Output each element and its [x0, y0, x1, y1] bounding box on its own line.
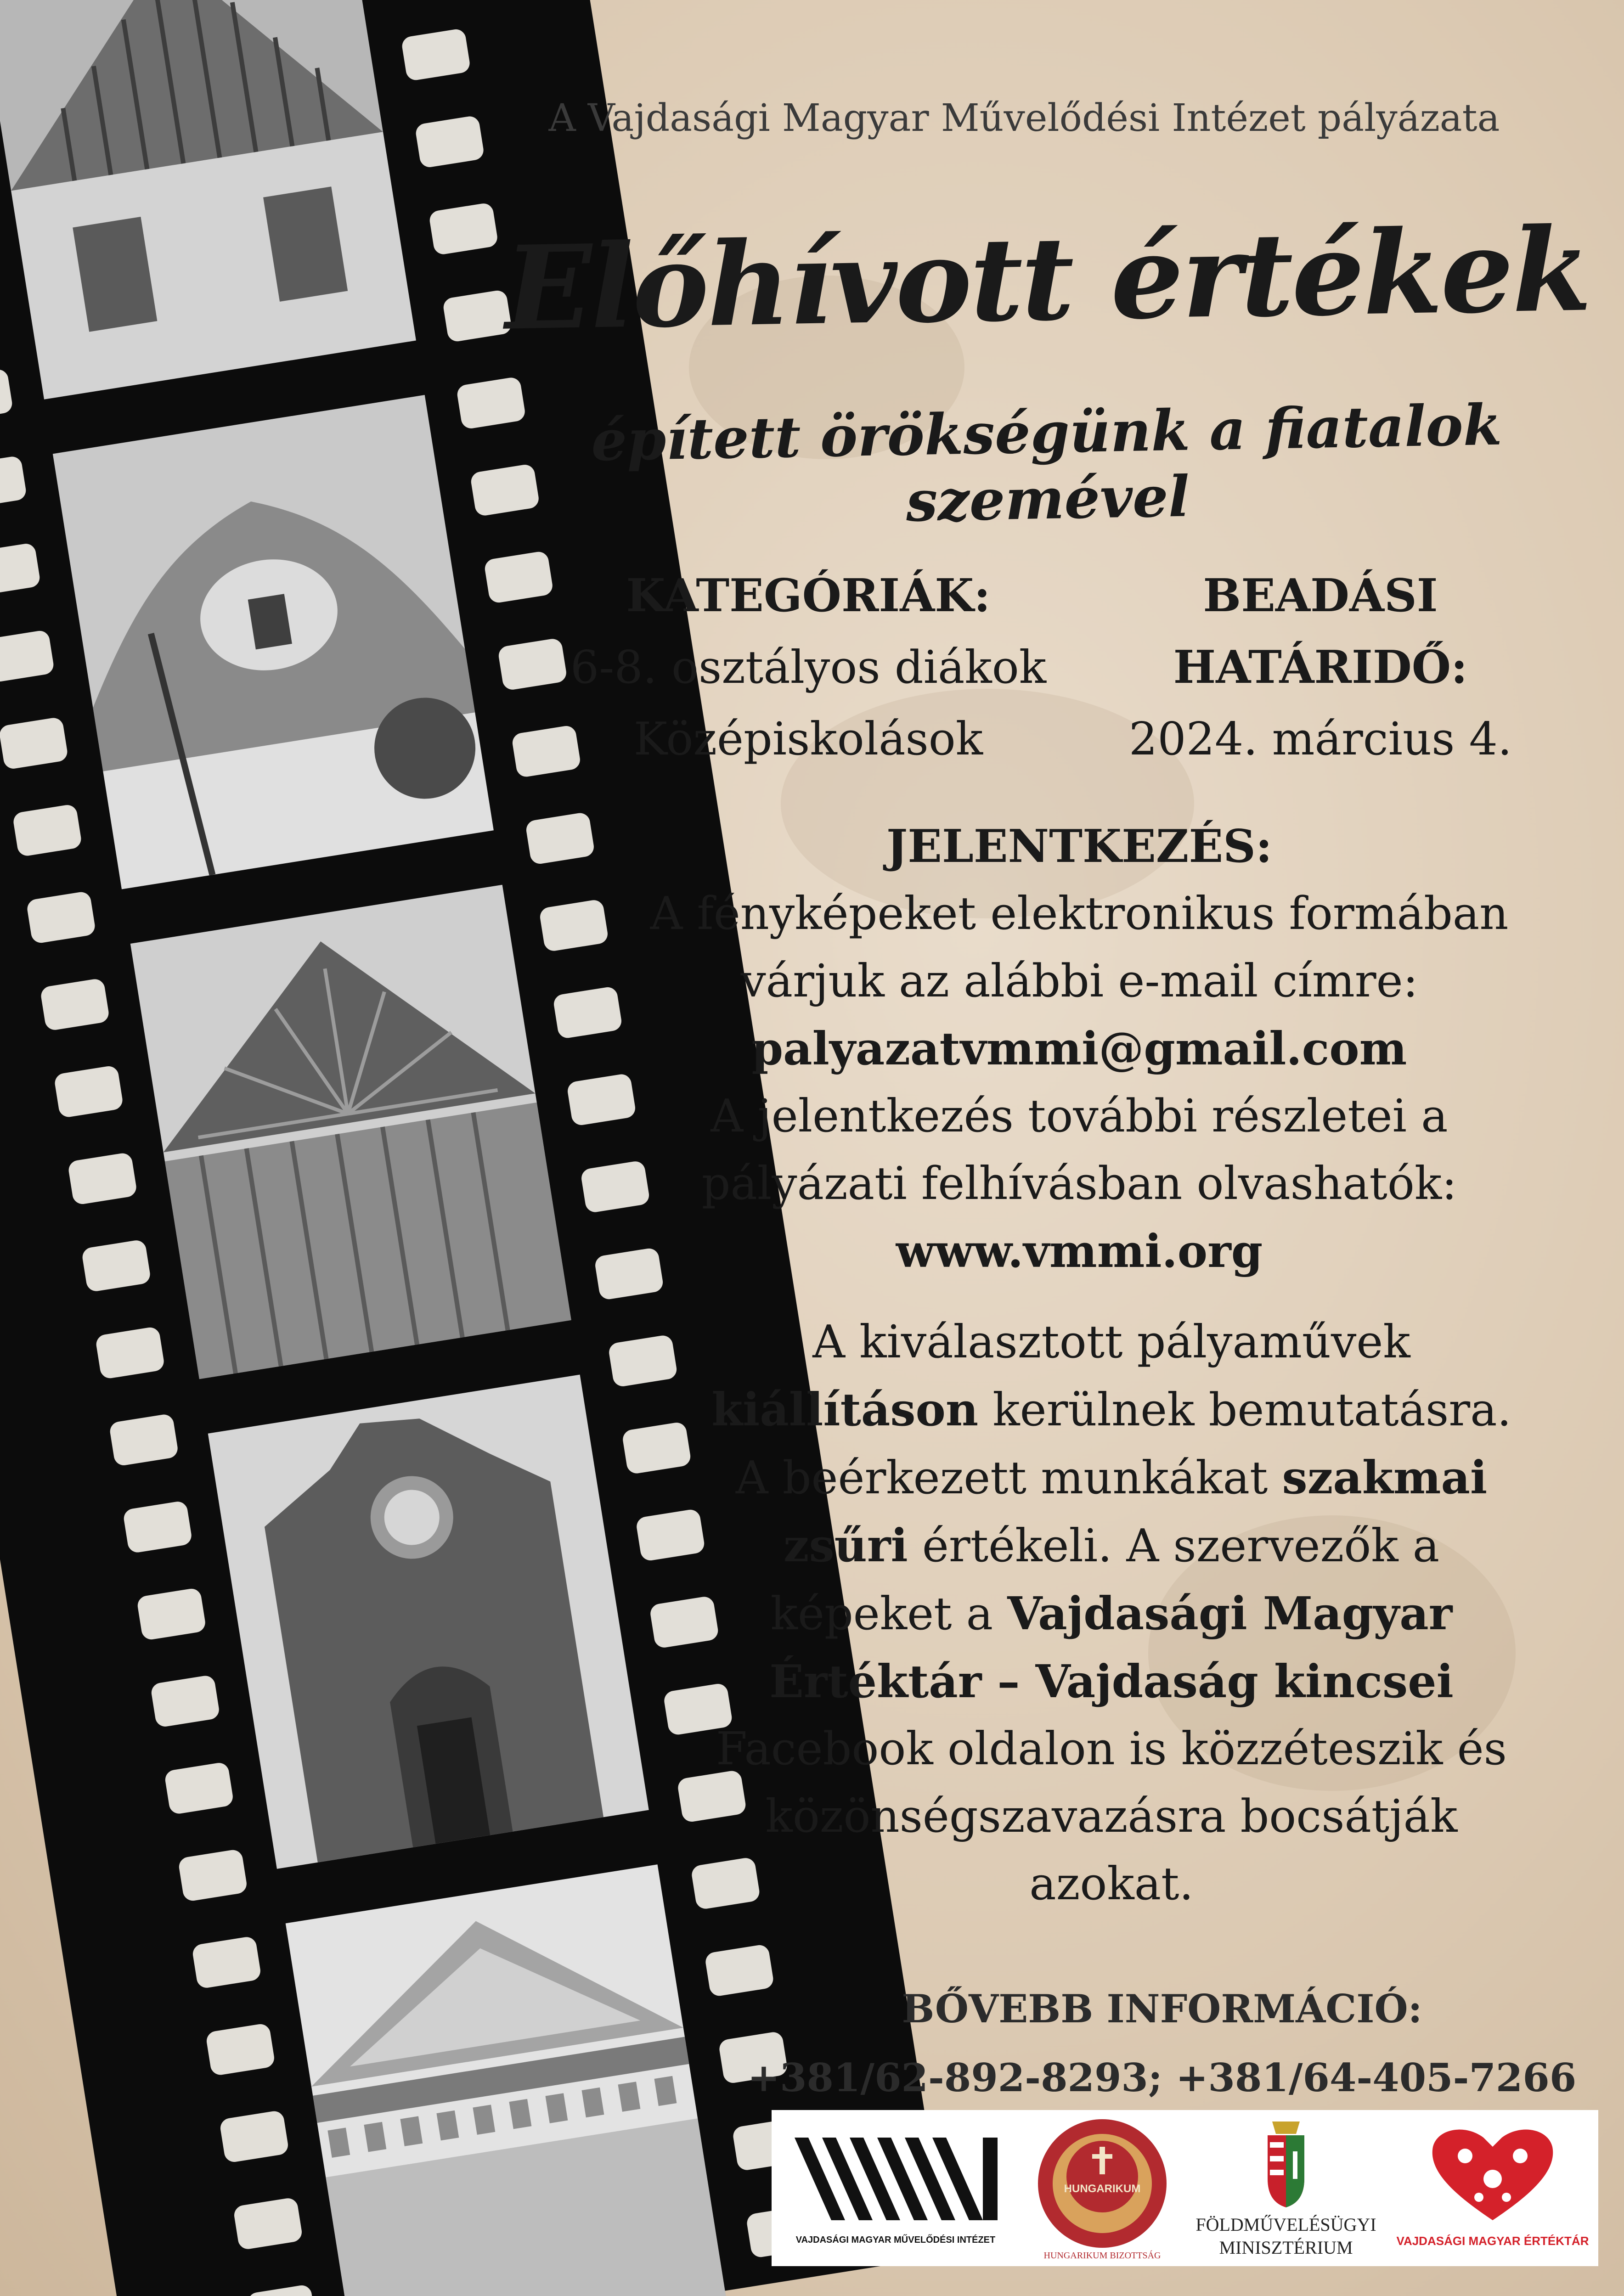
registration-line: A fényképeket elektronikus formában	[650, 888, 1509, 940]
contact-heading: BŐVEBB INFORMÁCIÓ:	[902, 1986, 1422, 2032]
contact-block	[735, 1975, 1589, 2112]
highlight-text: kiállításon	[711, 1384, 979, 1436]
hungarikum-center-text: HUNGARIKUM	[1064, 2183, 1141, 2195]
deadline-block	[1102, 560, 1539, 775]
sponsor-logos	[772, 2110, 1598, 2266]
frame-ruined-church	[208, 1374, 649, 1868]
registration-line: A jelentkezés további részletei a	[710, 1090, 1448, 1142]
hungarikum-ring-text: HUNGARIKUM BIZOTTSÁG	[1043, 2251, 1161, 2261]
ministry-logo	[1194, 2110, 1378, 2266]
registration-line: pályázati felhívásban olvashatók:	[701, 1158, 1457, 1210]
vmmi-logo	[781, 2110, 1010, 2266]
frame-wooden-gable-house	[0, 0, 416, 400]
deadline-heading-1: BEADÁSI	[1203, 569, 1438, 622]
ministry-name-1: FÖLDMŰVELÉSÜGYI	[1195, 2214, 1376, 2235]
description-block	[661, 1309, 1562, 1918]
vmmi-caption: VAJDASÁGI MAGYAR MŰVELŐDÉSI INTÉZET	[795, 2235, 996, 2245]
ministry-name-2: MINISZTÉRIUM	[1219, 2237, 1353, 2258]
highlight-text: Vajdasági Magyar	[1007, 1587, 1453, 1640]
website-link[interactable]: www.vmmi.org	[896, 1225, 1263, 1278]
registration-heading: JELENTKEZÉS:	[886, 820, 1273, 873]
frame-classical-pediment	[286, 1864, 727, 2296]
frame-baroque-facade	[53, 395, 494, 889]
registration-block	[597, 813, 1562, 1285]
highlight-text: zsűri	[783, 1519, 908, 1572]
description-line	[661, 1444, 1562, 1512]
highlight-text: Értéktár – Vajdaság kincsei	[769, 1655, 1454, 1708]
description-text: kerülnek bemutatásra.	[978, 1384, 1511, 1436]
page-title: Előhívott értékek	[503, 202, 1591, 356]
description-text: A beérkezett munkákat	[735, 1452, 1282, 1504]
description-line	[661, 1512, 1562, 1580]
frame-carved-gable	[130, 885, 571, 1379]
description-line	[661, 1376, 1562, 1444]
contact-phones[interactable]: +381/62-892-8293; +381/64-405-7266	[747, 2055, 1577, 2100]
highlight-text: szakmai	[1282, 1452, 1488, 1504]
page-subtitle: épített örökségünk a fiatalok szemével	[591, 391, 1503, 535]
deadline-heading-2: HATÁRIDŐ:	[1173, 641, 1468, 694]
ertektar-caption: VAJDASÁGI MAGYAR ÉRTÉKTÁR	[1396, 2234, 1589, 2248]
contact-email[interactable]: palyazatvmmi@gmail.com	[751, 1023, 1407, 1075]
hungarikum-logo	[1029, 2110, 1176, 2266]
description-line	[661, 1580, 1562, 1648]
ertektar-logo	[1396, 2110, 1589, 2266]
description-line: Facebook oldalon is közzéteszik és	[716, 1723, 1507, 1775]
registration-line: várjuk az alábbi e-mail címre:	[740, 955, 1418, 1007]
category-item: Középiskolások	[633, 713, 983, 765]
description-line: A kiválasztott pályaművek	[812, 1316, 1410, 1368]
categories-heading: KATEGÓRIÁK:	[626, 569, 991, 622]
category-item: 6-8. osztályos diákok	[570, 642, 1047, 694]
categories-block	[510, 560, 1107, 775]
description-text: értékeli. A szervezők a	[908, 1520, 1440, 1572]
description-line: azokat.	[1029, 1858, 1194, 1910]
description-line: közönségszavazásra bocsátják	[765, 1790, 1458, 1843]
deadline-date: 2024. március 4.	[1128, 713, 1512, 765]
description-text: képeket a	[770, 1588, 1008, 1640]
organizer-line: A Vajdasági Magyar Művelődési Intézet pályázata	[548, 96, 1500, 140]
